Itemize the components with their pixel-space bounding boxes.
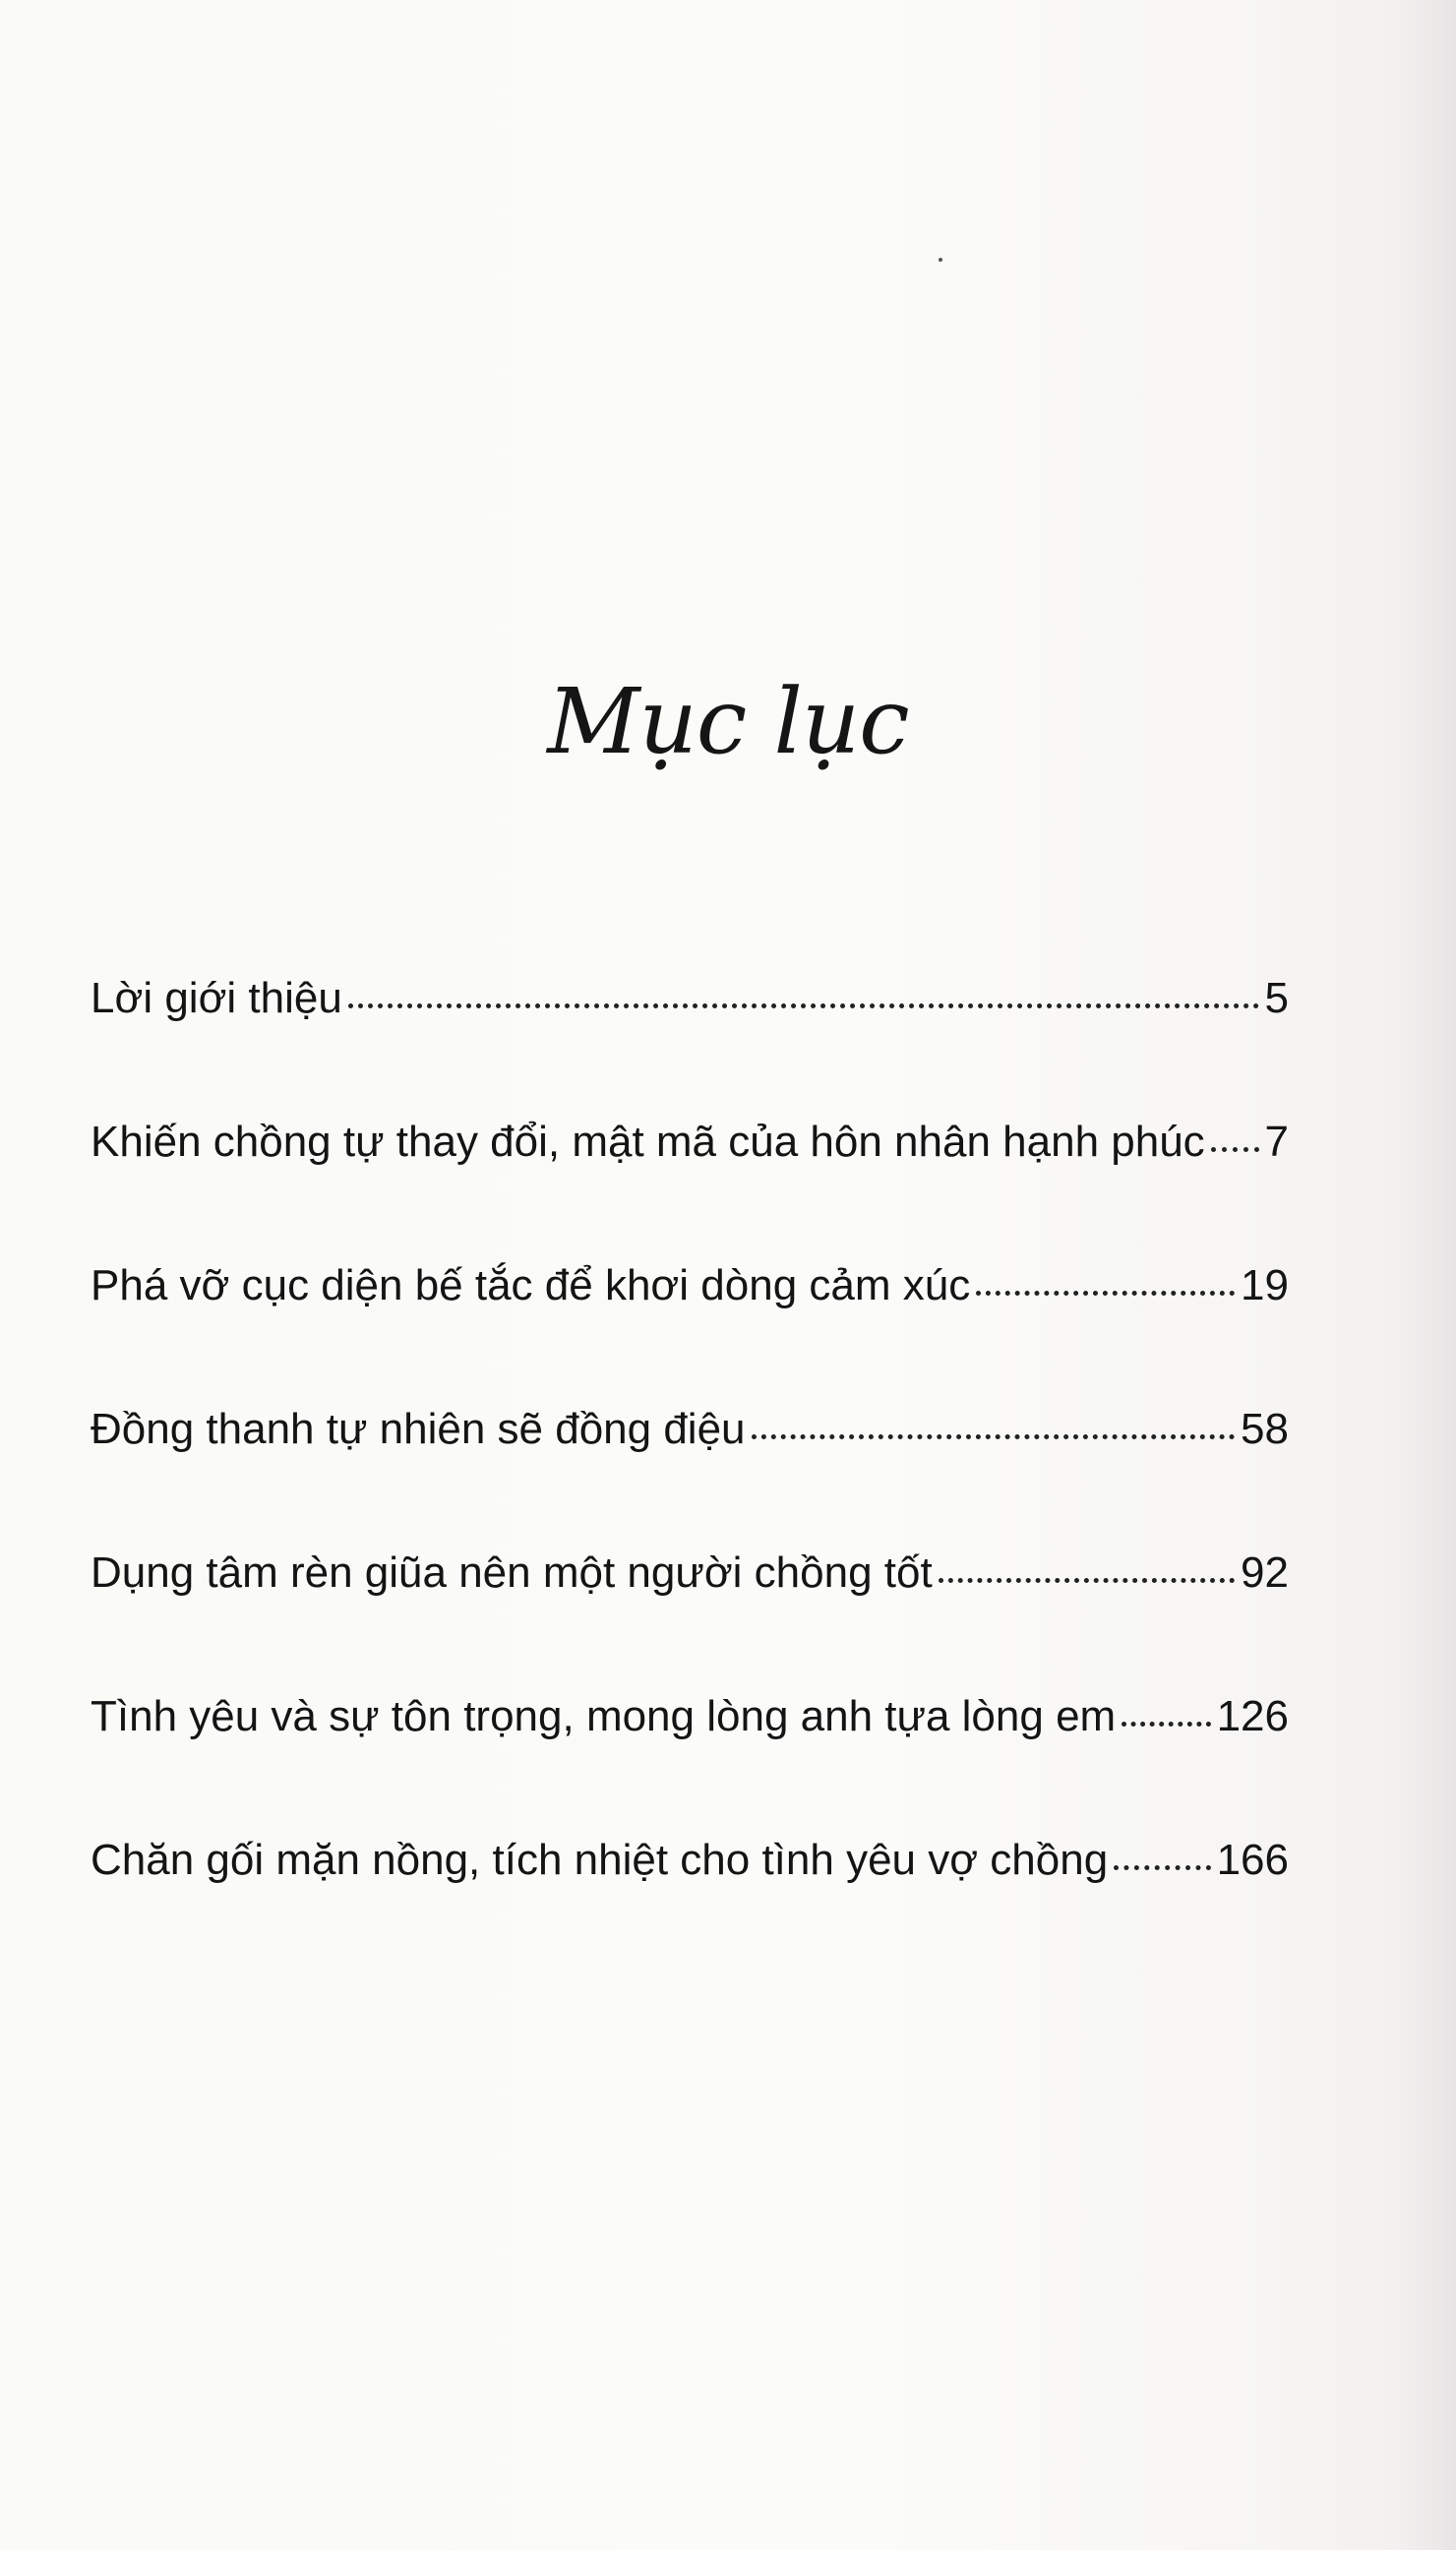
toc-entry <box>91 1836 1289 1905</box>
toc-entry <box>91 1405 1289 1474</box>
toc-entry-title: Lời giới thiệu <box>91 974 342 1022</box>
toc-dot-leader <box>752 1425 1236 1439</box>
toc-entry-title: Phá vỡ cục diện bế tắc để khơi dòng cảm xúc <box>91 1261 971 1309</box>
toc-entry-page: 7 <box>1264 1118 1289 1166</box>
toc-entry-page: 58 <box>1241 1405 1289 1453</box>
toc-dot-leader <box>1211 1137 1259 1152</box>
toc-entry-page: 19 <box>1241 1261 1289 1309</box>
toc-entry <box>91 1692 1289 1761</box>
toc-entry <box>91 974 1289 1043</box>
toc-entry-title: Đồng thanh tự nhiên sẽ đồng điệu <box>91 1405 746 1453</box>
toc-entry-page: 166 <box>1216 1836 1289 1884</box>
toc-entry-page: 126 <box>1216 1692 1289 1740</box>
toc-dot-leader <box>939 1568 1235 1583</box>
toc-entry <box>91 1118 1289 1186</box>
toc-entry-title: Khiến chồng tự thay đổi, mật mã của hôn nhân hạnh phúc <box>91 1118 1205 1166</box>
print-speck <box>939 258 942 262</box>
toc-entry-page: 92 <box>1241 1548 1289 1597</box>
toc-dot-leader <box>348 994 1259 1008</box>
toc-entry-title: Tình yêu và sự tôn trọng, mong lòng anh tựa lòng em <box>91 1692 1117 1740</box>
toc-entry <box>91 1261 1289 1330</box>
page-edge-shadow <box>1397 0 1456 2550</box>
toc-entry-title: Chăn gối mặn nồng, tích nhiệt cho tình yêu vợ chồng <box>91 1836 1109 1884</box>
toc-dot-leader <box>1114 1855 1210 1870</box>
toc-entry-title: Dụng tâm rèn giũa nên một người chồng tốt <box>91 1548 933 1597</box>
toc-dot-leader <box>976 1281 1235 1296</box>
toc-entry-page: 5 <box>1264 974 1289 1022</box>
toc-dot-leader <box>1122 1712 1210 1727</box>
page-title: Mục lục <box>547 669 909 774</box>
toc-entry <box>91 1548 1289 1617</box>
